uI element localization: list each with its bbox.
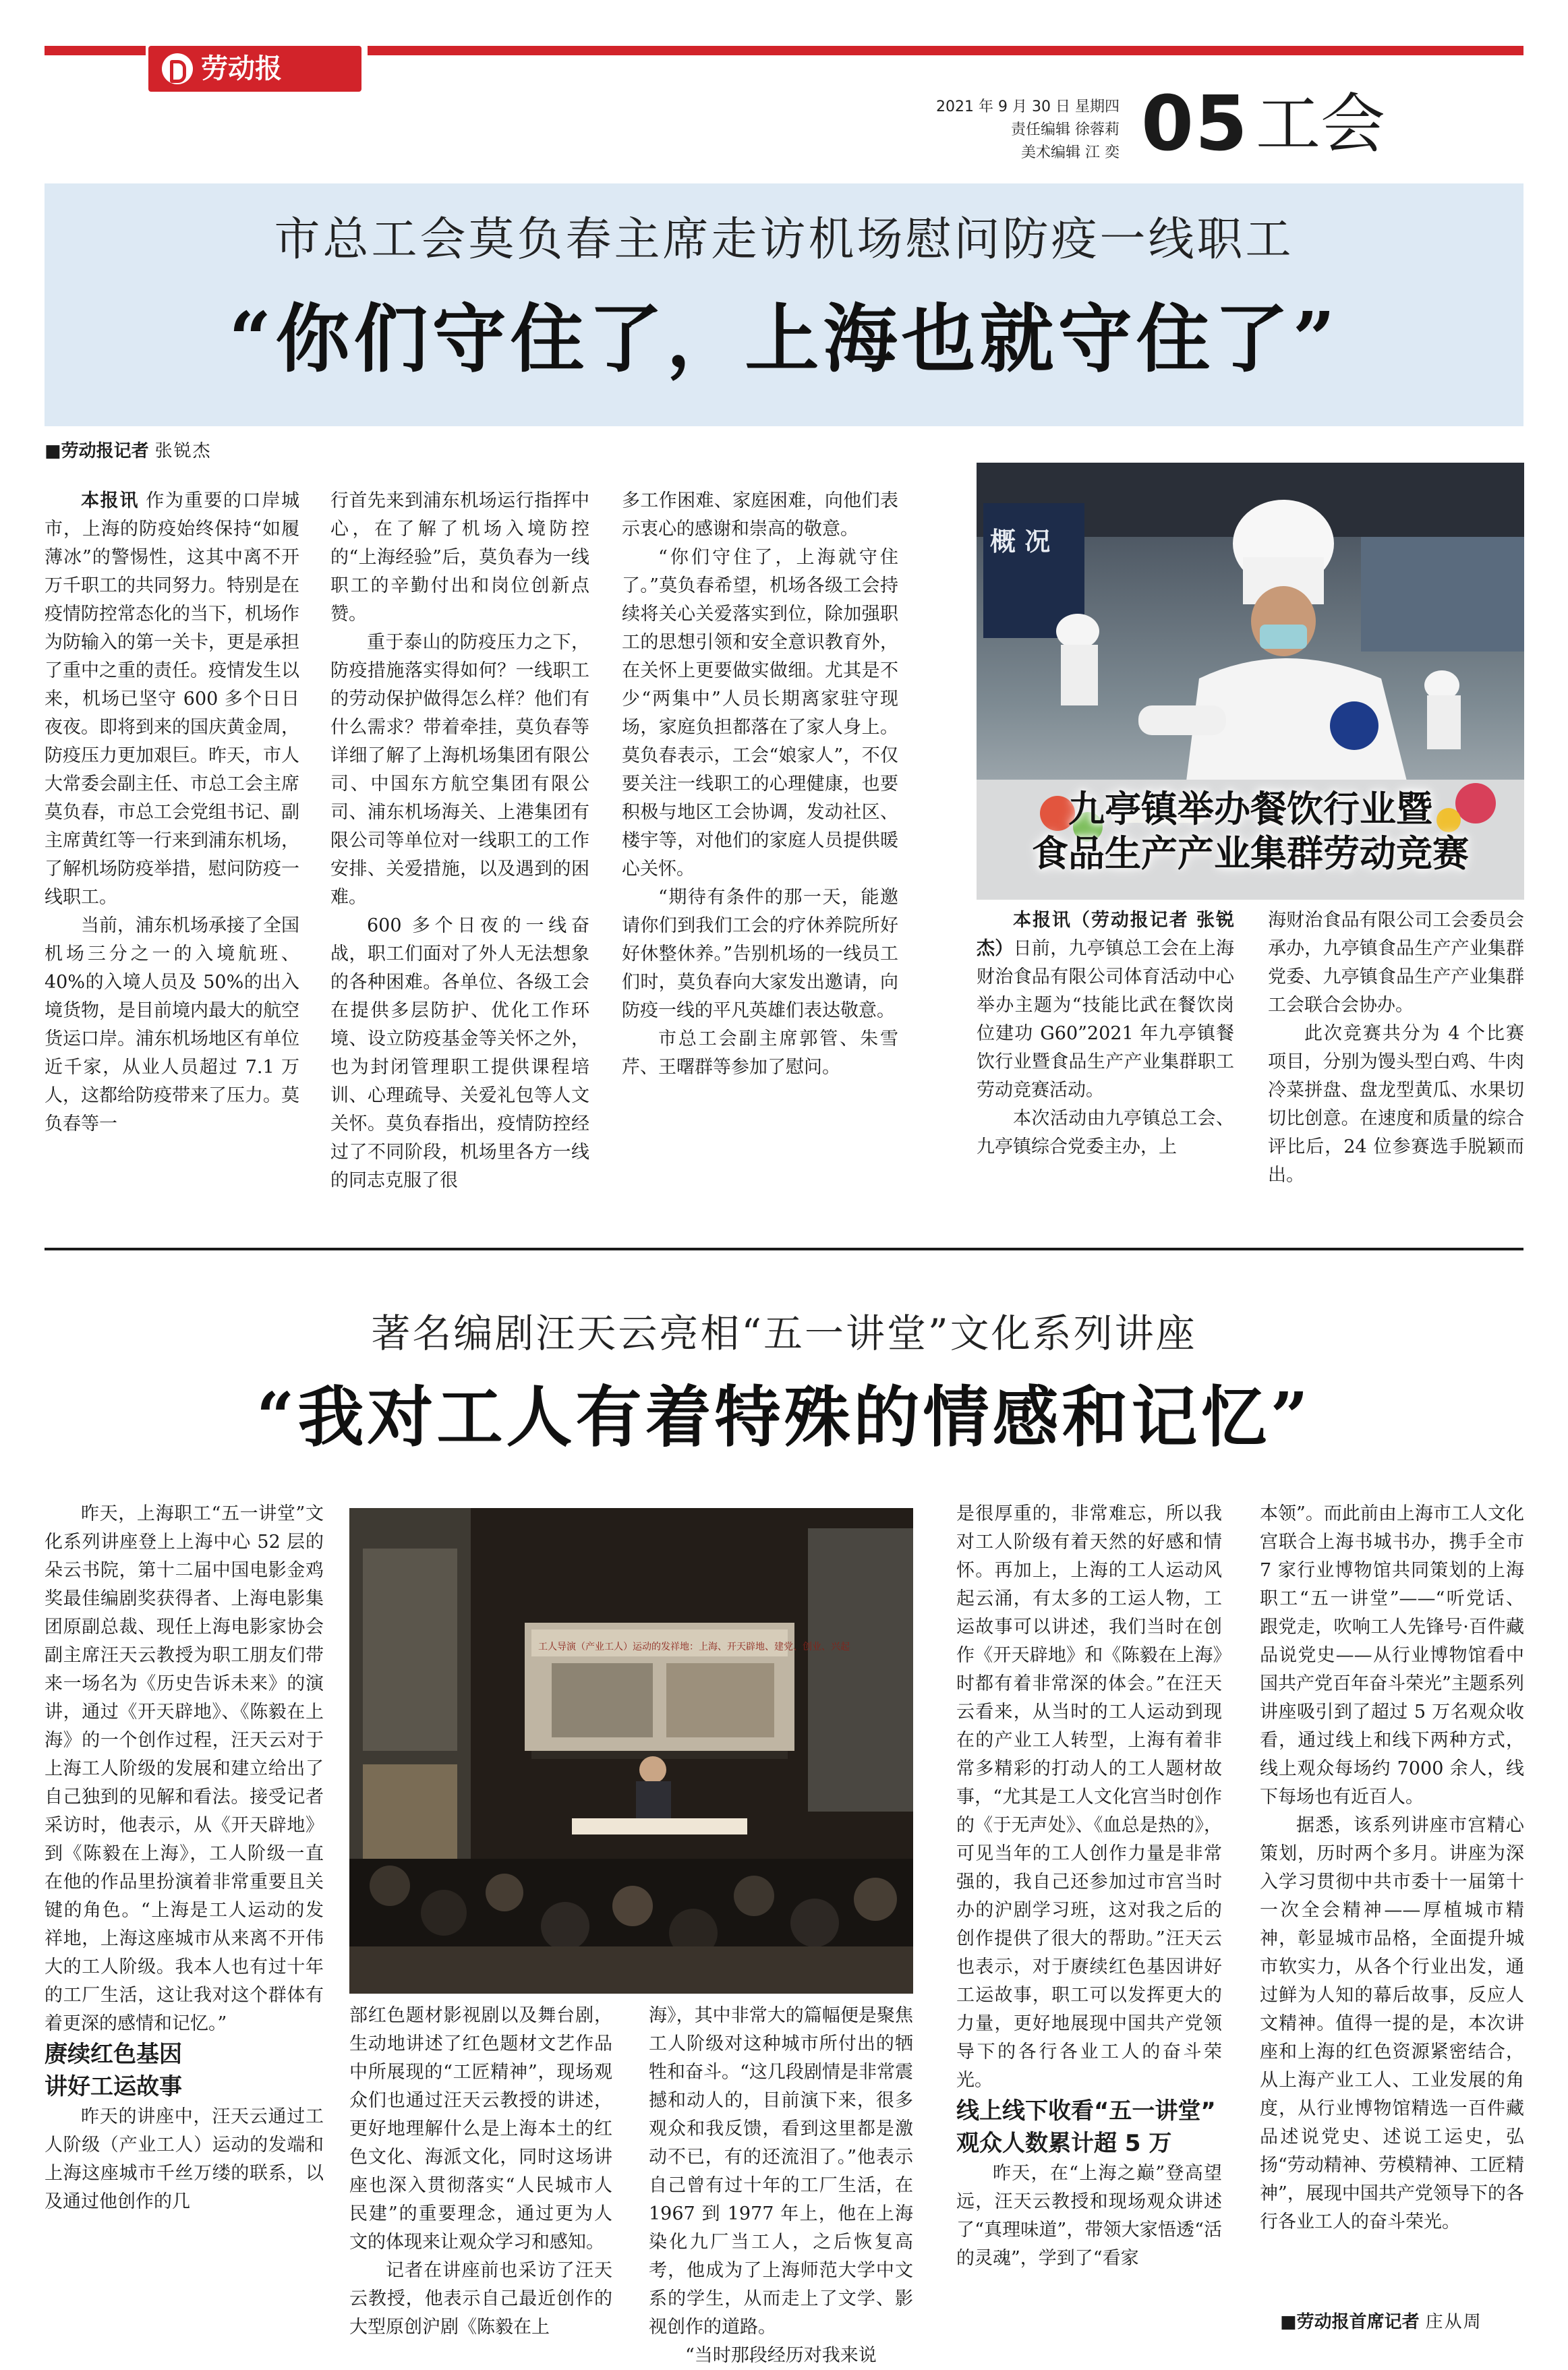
masthead-rule-left	[45, 46, 146, 55]
story3-column-1: 昨天，上海职工“五一讲堂”文化系列讲座登上上海中心 52 层的朵云书院，第十二届中国电影金鸡奖最佳编剧奖获得者、上海电影集团原副总裁、现任上海电影家协会副主席汪天云教授为职工朋友们带来一场名为《历史告诉未来》的演讲，通过《开天辟地》、《陈毅在上海》的一个创作过程，汪天云对于上海工人阶级的发展和建立给出了自己独到的见解和看法。接受记者采访时，他表示，从《开天辟地》到《陈毅在上海》，工人阶级一直在他的作品里扮演着非常重要且关键的角色。“上海是工人运动的发祥地，上海这座城市从来离不开伟大的工人阶级。我本人也有过十年的工厂生活，这让我对这个群体有着更深的感情和记忆。” 赓续红色基因 讲好工运故事 昨天的讲座中，汪天云通过工人阶级（产业工人）运动的发端和上海这座城市千丝万缕的联系，以及通过他创作的几	[45, 1503, 324, 2212]
lecture-illustration	[349, 1508, 913, 1994]
art-editor-line: 美术编辑 江 奕	[1021, 144, 1120, 161]
chef-photo-caption: 九亭镇举办餐饮行业暨 食品生产产业集群劳动竞赛	[1032, 787, 1469, 875]
page-meta	[809, 96, 1120, 165]
newspaper-logo	[148, 46, 361, 92]
story3-column-2: 部红色题材影视剧以及舞台剧，生动地讲述了红色题材文艺作品中所展现的“工匠精神”，现场观众们也通过汪天云教授的讲述，更好地理解什么是上海本土的红色文化、海派文化，同时这场讲座也深入贯彻落实“人民城市人民建”的重要理念，通过更为人文的体现来让观众学习和感知。 记者在讲座前也采访了汪天云教授，他表示自己最近创作的大型原创沪剧《陈毅在上	[349, 2005, 612, 2338]
screen-text: 工人导演（产业工人）运动的发祥地：上海、开天辟地、建党、创业、兴起	[538, 1642, 850, 1652]
section-name: 工会	[1256, 86, 1385, 162]
logo-text: 劳动报	[201, 53, 282, 84]
story1-column-1: 本报讯 作为重要的口岸城市，上海的防疫始终保持“如履薄冰”的警惕性，这其中离不开万千职工的共同努力。特别是在疫情防控常态化的当下，机场作为防输入的第一关卡，更是承担了重中之重的责任。疫情发生以来，机场已坚守 600 多个日日夜夜。即将到来的国庆黄金周，防疫压力更加艰巨。昨天，市人大常委会副主任、市总工会主席莫负春，市总工会党组书记、副主席黄红等一行来到浦东机场，了解机场防疫举措，慰问防疫一线职工。 当前，浦东机场承接了全国机场三分之一的入境航班、40%的入境人员及 50%的出入境货物，是目前境内最大的航空货运口岸。浦东机场地区有单位近千家，从业人员超过 7.1 万人，这都给防疫带来了压力。莫负春等一	[45, 490, 300, 1134]
story3-title: “我对工人有着特殊的情感和记忆”	[256, 1379, 1312, 1456]
story2-lead: 本报讯（劳动报记者 张锐杰）	[977, 910, 1234, 959]
date-line: 2021 年 9 月 30 日 星期四	[936, 98, 1120, 115]
story1-byline: ■劳动报记者 张锐杰	[45, 441, 212, 461]
chef-competition-photo	[977, 463, 1524, 900]
headline-banner	[45, 183, 1523, 426]
story3-byline: ■劳动报首席记者 庄从周	[1280, 2312, 1482, 2332]
story1-column-3: 多工作困难、家庭困难，向他们表示衷心的感谢和崇高的敬意。 “你们守住了，上海就守住了。”莫负春希望，机场各级工会持续将关心关爱落实到位，除加强职工的思想引领和安全意识教育外，在关怀上更要做实做细。尤其是不少“两集中”人员长期离家驻守现场，家庭负担都落在了家人身上。莫负春表示，工会“娘家人”，不仅要关注一线职工的心理健康，也要积极与地区工会协调，发动社区、楼宇等，对他们的家庭人员提供暖心关怀。 “期待有条件的那一天，能邀请你们到我们工会的疗休养院所好好休整休养。”告别机场的一线员工们时，莫负春向大家发出邀请，向防疫一线的平凡英雄们表达敬意。 市总工会副主席郭管、朱雪芹、王曙群等参加了慰问。	[622, 490, 898, 1078]
story3-subtitle: 著名编剧汪天云亮相“五一讲堂”文化系列讲座	[371, 1310, 1197, 1356]
story3-column-4: 是很厚重的，非常难忘，所以我对工人阶级有着天然的好感和情怀。再加上，上海的工人运动风起云涌，有太多的工运人物，工运故事可以讲述，我们当时在创作《开天辟地》和《陈毅在上海》时都有着非常深的体会。”在汪天云看来，从当时的工人运动到现在的产业工人转型，上海有着非常多精彩的打动人的工人题材故事，“尤其是工人文化宫当时创作的《于无声处》、《血总是热的》，可见当年的工人创作力量是非常强的，我自己还参加过市宫当时办的沪剧学习班，这对我之后的创作提供了很大的帮助。”汪天云也表示，对于赓续红色基因讲好工运故事，职工可以发挥更大的力量，更好地展现中国共产党领导下的各行各业工人的奋斗荣光。 线上线下收看“五一讲堂” 观众人数累计超 5 万 昨天，在“上海之巅”登高望远，汪天云教授和现场观众讲述了“真理味道”，带领大家悟透“活的灵魂”，学到了“看家	[956, 1503, 1222, 2269]
logo-icon	[162, 53, 193, 84]
story2-column-1: 本报讯（劳动报记者 张锐杰）日前，九亭镇总工会在上海财治食品有限公司体育活动中心举办主题为“技能比武在餐饮岗位建功 G60”2021 年九亭镇餐饮行业暨食品生产产业集群职工劳动竞赛活动。 本次活动由九亭镇总工会、九亭镇综合党委主办，上	[977, 910, 1235, 1157]
story3-column-3: 海》，其中非常大的篇幅便是聚焦工人阶级对这种城市所付出的牺牲和奋斗。“这几段剧情是非常震撼和动人的，目前演下来，很多观众和我反馈，看到这里都是激动不已，有的还流泪了。”他表示自己曾有过十年的工厂生活，在 1967 到 1977 年上，他在上海染化九厂当工人，之后恢复高考，他成为了上海师范大学中文系的学生，从而走上了文学、影视创作的道路。 “当时那段经历对我来说	[649, 2005, 913, 2366]
story1-subtitle: 市总工会莫负春主席走访机场慰问防疫一线职工	[274, 213, 1294, 266]
lecture-photo	[349, 1508, 913, 1994]
story3-subhead-2: 线上线下收看“五一讲堂” 观众人数累计超 5 万	[956, 2098, 1216, 2157]
story2-column-2: 海财治食品有限公司工会委员会承办，九亭镇食品生产产业集群党委、九亭镇食品生产产业集群工会联合会协办。 此次竞赛共分为 4 个比赛项目，分别为馒头型白鸡、牛肉冷菜拼盘、盘龙型黄瓜、水果切切比创意。在速度和质量的综合评比后，24 位参赛选手脱颖而出。	[1268, 910, 1524, 1186]
story3-column-5: 本领”。而此前由上海市工人文化宫联合上海书城书办，携手全市 7 家行业博物馆共同策划的上海职工“五一讲堂”——“听党话、跟党走，吹响工人先锋号·百件藏品说党史——从行业博物馆看中国共产党百年奋斗荣光”主题系列讲座吸引到了超过 5 万名观众收看，通过线上和线下两种方式，线上观众每场约 7000 余人，线下每场也有近百人。 据悉，该系列讲座市宫精心策划，历时两个多月。讲座为深入学习贯彻中共市委十一届第十一次全会精神——厚植城市精神，彰显城市品格，全面提升城市软实力，从各个行业出发，通过鲜为人知的幕后故事，反应人文精神。值得一提的是，本次讲座和上海的红色资源紧密结合，从上海产业工人、工业发展的角度，从行业博物馆精选一百件藏品述说党史、述说工运史，弘扬“劳动精神、劳模精神、工匠精神”，展现中国共产党领导下的各行各业工人的奋斗荣光。	[1260, 1503, 1524, 2232]
story1-column-2: 行首先来到浦东机场运行指挥中心，在了解了机场入境防控的“上海经验”后，莫负春为一线职工的辛勤付出和岗位创新点赞。 重于泰山的防疫压力之下，防疫措施落实得如何？一线职工的劳动保护做得怎么样？他们有什么需求？带着牵挂，莫负春等详细了解了上海机场集团有限公司、中国东方航空集团有限公司、浦东机场海关、上港集团有限公司等单位对一线职工的工作安排、关爱措施，以及遇到的困难。 600 多个日夜的一线奋战，职工们面对了外人无法想象的各种困难。各单位、各级工会在提供多层防护、优化工作环境、设立防疫基金等关怀之外，也为封闭管理职工提供课程培训、心理疏导、关爱礼包等人文关怀。莫负春指出，疫情防控经过了不同阶段，机场里各方一线的同志克服了很	[330, 490, 589, 1191]
story1-lead: 本报讯	[81, 490, 140, 511]
story1-title: “你们守住了，上海也就守住了”	[229, 295, 1339, 382]
editor-line: 责任编辑 徐蓉莉	[1011, 121, 1120, 138]
story3-subhead-1: 赓续红色基因 讲好工运故事	[45, 2041, 182, 2100]
section-divider	[45, 1248, 1523, 1250]
masthead-rule-right	[368, 46, 1523, 55]
page-number: 05	[1141, 80, 1249, 168]
board-text: 概 况	[990, 527, 1051, 556]
